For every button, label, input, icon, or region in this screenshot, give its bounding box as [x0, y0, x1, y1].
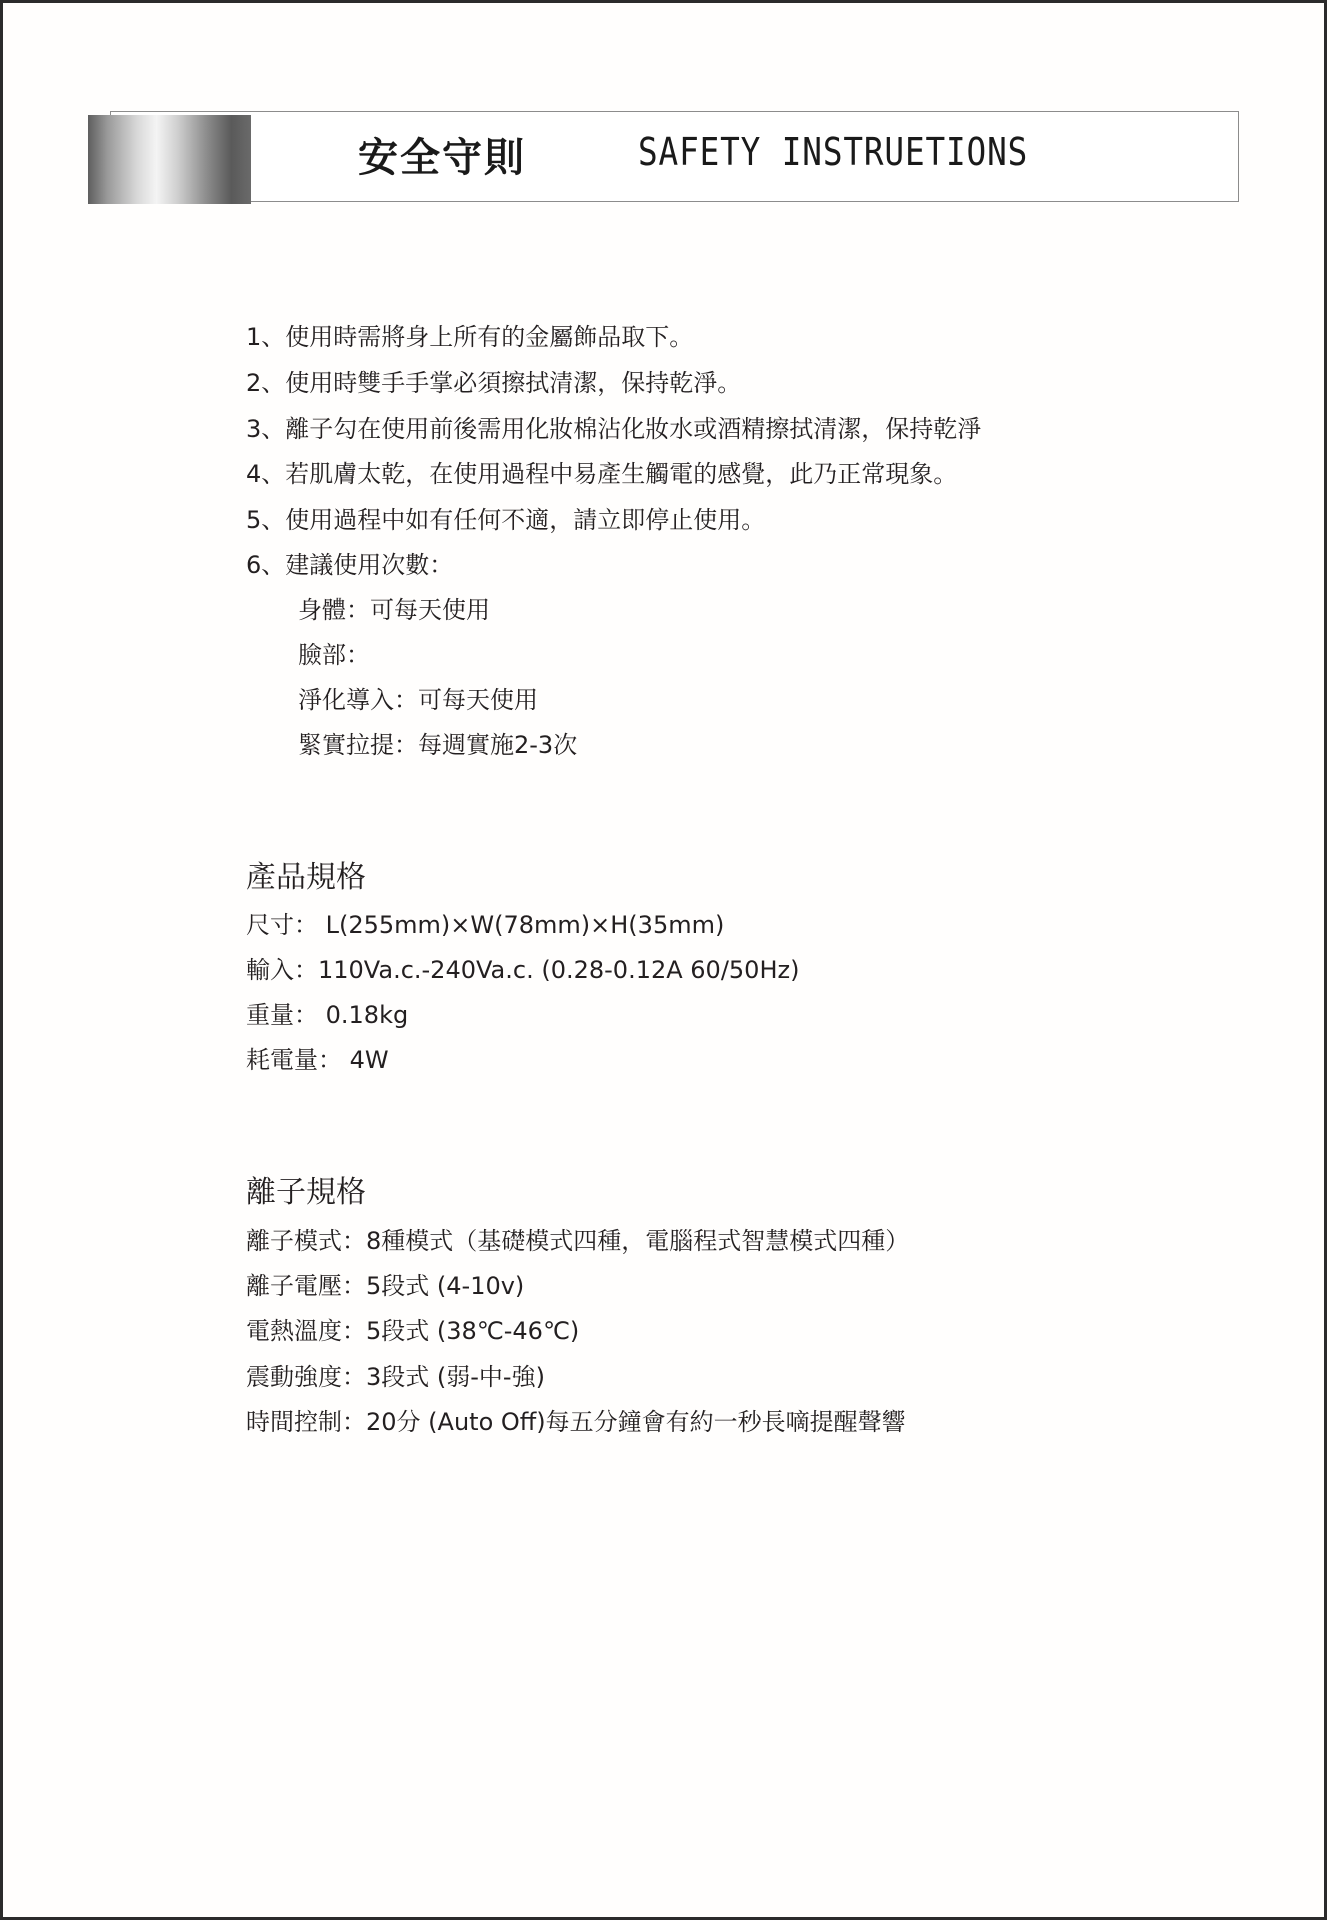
usage-cleansing: 淨化導入：可每天使用 [298, 686, 538, 714]
heat-temperature: 電熱溫度：5段式 (38℃-46℃) [246, 1317, 580, 1345]
spec-dimensions: 尺寸： L(255mm)×W(78mm)×H(35mm) [246, 911, 725, 939]
safety-item-3: 3、離子勾在使用前後需用化妝棉沾化妝水或酒精擦拭清潔，保持乾淨 [246, 415, 982, 443]
safety-item-6: 6、建議使用次數： [246, 551, 454, 579]
ion-voltage: 離子電壓：5段式 (4-10v) [246, 1272, 525, 1300]
spec-input: 輸入：110Va.c.-240Va.c. (0.28-0.12A 60/50Hz) [246, 956, 800, 984]
safety-item-2: 2、使用時雙手手掌必須擦拭清潔，保持乾淨。 [246, 369, 742, 397]
usage-face: 臉部： [298, 641, 370, 669]
ion-mode: 離子模式：8種模式（基礎模式四種，電腦程式智慧模式四種） [246, 1227, 910, 1255]
page-title-english: SAFETY INSTRUETIONS [638, 130, 1029, 174]
safety-item-4: 4、若肌膚太乾，在使用過程中易產生觸電的感覺，此乃正常現象。 [246, 460, 958, 488]
safety-item-5: 5、使用過程中如有任何不適，請立即停止使用。 [246, 506, 766, 534]
usage-lifting: 緊實拉提：每週實施2-3次 [298, 731, 578, 759]
header-gradient-bar [88, 115, 251, 204]
vibration-strength: 震動強度：3段式 (弱-中-強) [246, 1363, 545, 1391]
product-spec-heading: 產品規格 [246, 860, 366, 895]
spec-power: 耗電量： 4W [246, 1046, 389, 1074]
usage-body: 身體：可每天使用 [298, 596, 490, 624]
spec-weight: 重量： 0.18kg [246, 1001, 409, 1029]
page-title-chinese: 安全守則 [358, 135, 526, 181]
ion-spec-heading: 離子規格 [246, 1175, 366, 1210]
safety-item-1: 1、使用時需將身上所有的金屬飾品取下。 [246, 323, 694, 351]
timer-control: 時間控制：20分 (Auto Off)每五分鐘會有約一秒長嘀提醒聲響 [246, 1408, 906, 1436]
